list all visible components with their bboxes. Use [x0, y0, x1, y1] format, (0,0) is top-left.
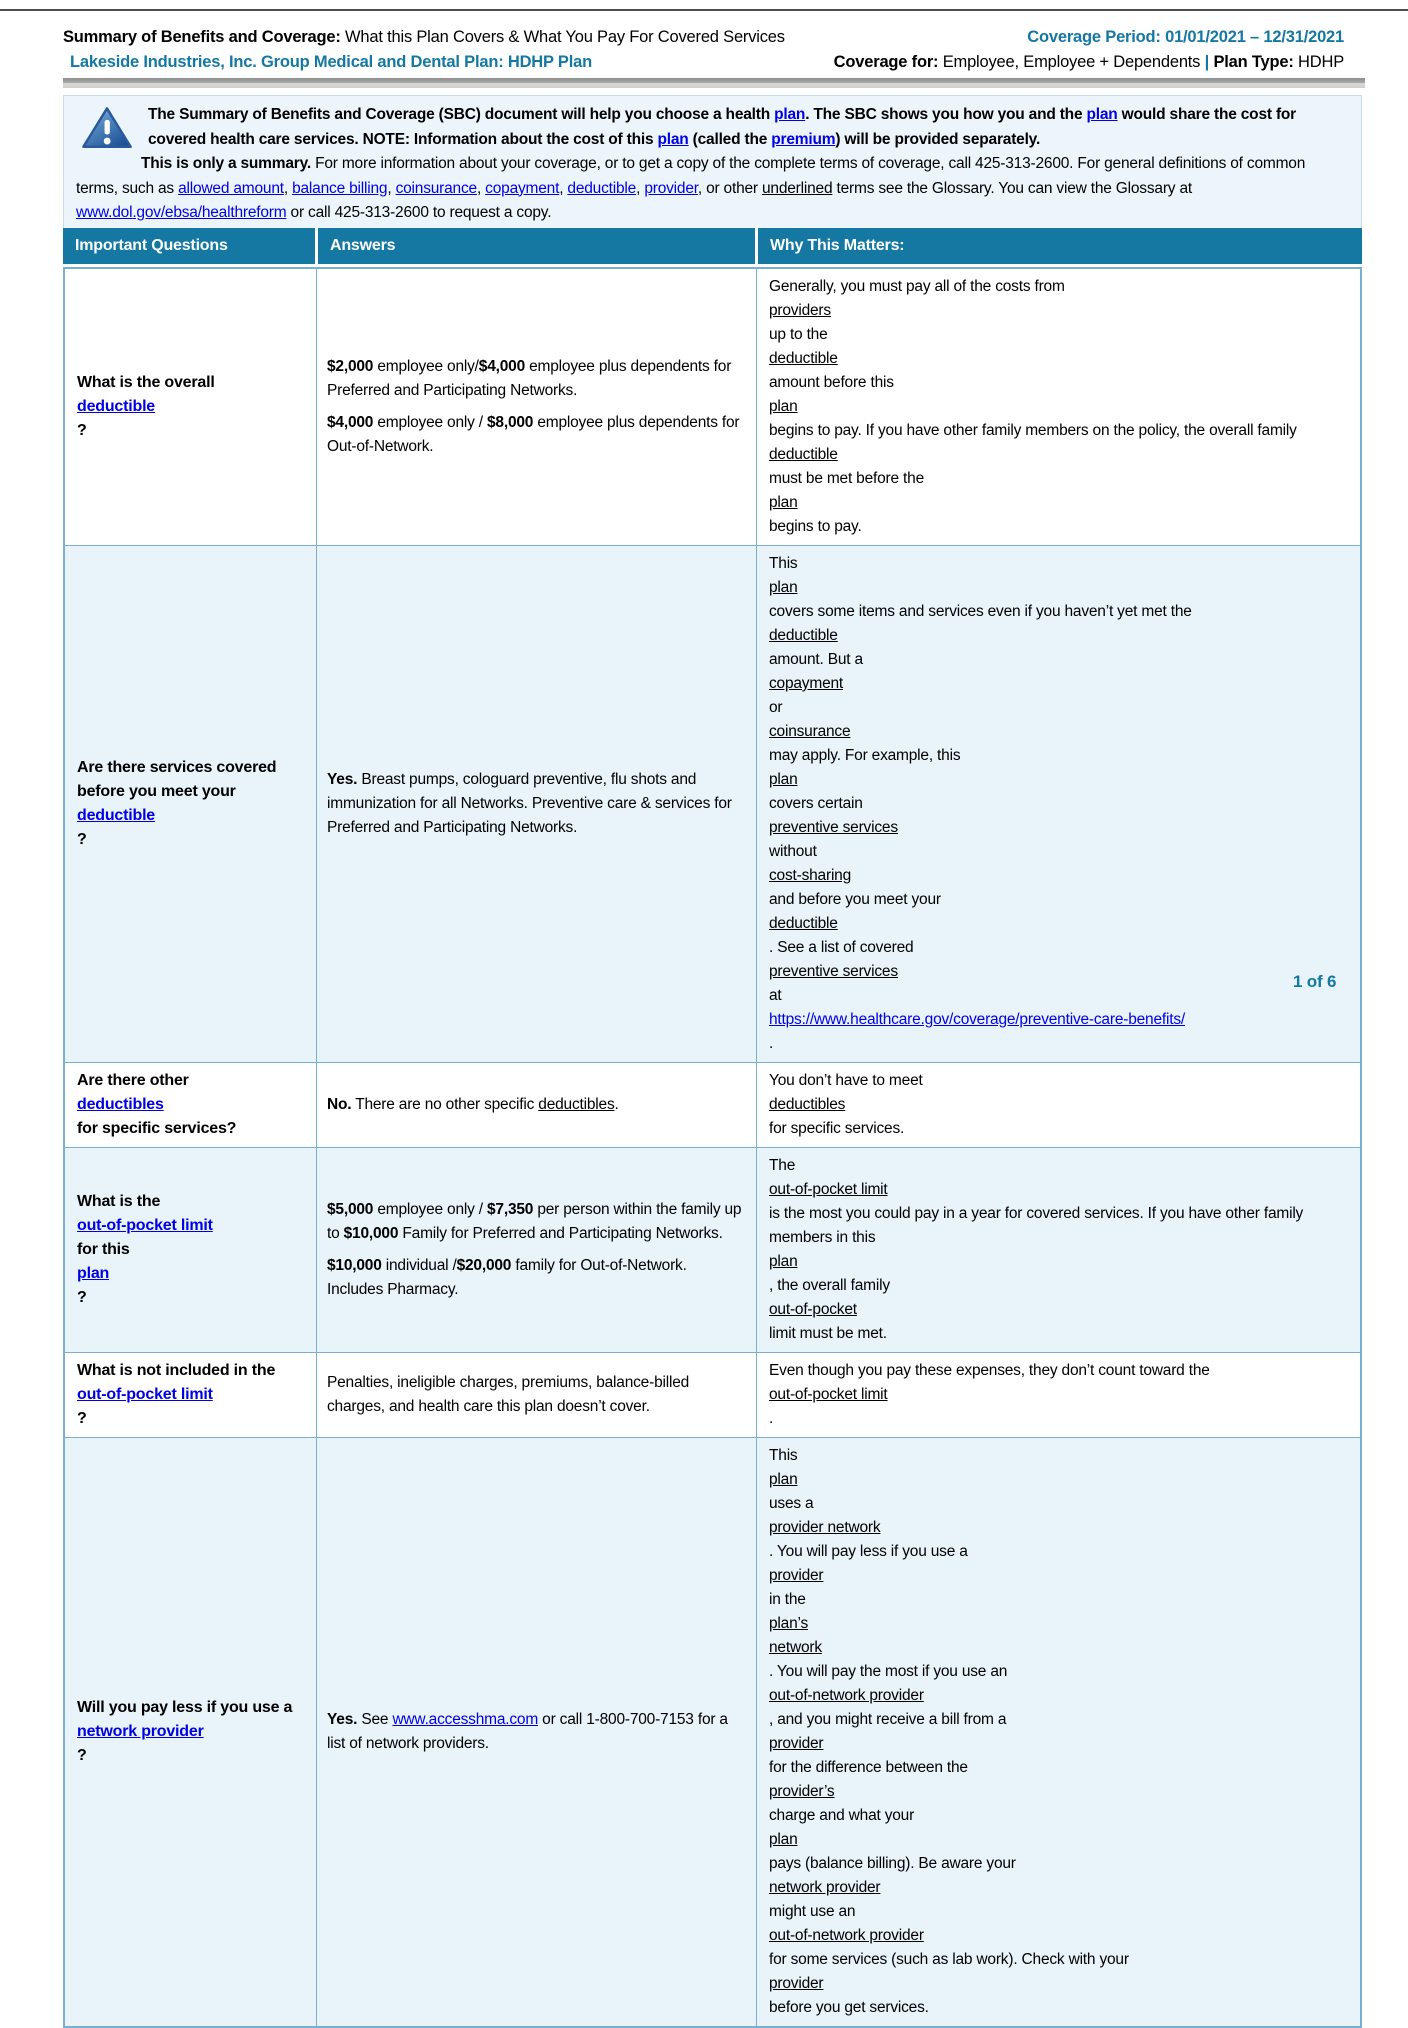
text-segment: per person within the family up to [327, 1201, 742, 1242]
inline-link[interactable]: deductible [77, 807, 156, 824]
answer-paragraph [327, 1093, 746, 1117]
page-number: 1 of 6 [1293, 972, 1337, 991]
text-segment: Plan Type: [1213, 53, 1299, 71]
table-row-not-included-in-limit [65, 1352, 1360, 1437]
text-segment: | [1204, 53, 1214, 71]
inline-link[interactable]: network provider [77, 1723, 204, 1740]
why-matters-cell [757, 546, 1360, 1062]
text-segment: deductible [769, 446, 838, 463]
text-segment: $20,000 [456, 1257, 512, 1274]
text-segment: ? [77, 1410, 87, 1427]
inline-link[interactable]: deductibles [77, 1096, 164, 1113]
text-segment: underlined [762, 179, 833, 197]
question-cell [65, 1353, 317, 1437]
text-segment: provider [769, 1735, 824, 1752]
text-segment: copayment [769, 675, 844, 692]
answer-paragraph [327, 355, 746, 403]
text-segment: family for Out-of-Network. Includes Pharmacy. [327, 1257, 687, 1298]
text-segment: Breast pumps, cologuard preventive, flu shots and immunization for all Networks. Preventive care & services for Preferred and Participating Networks. [327, 771, 732, 836]
inline-link[interactable]: copayment [485, 179, 560, 197]
text-segment: What is the [77, 1193, 161, 1210]
text-segment: individual / [381, 1257, 457, 1274]
answer-cell [317, 269, 757, 545]
answer-paragraph [327, 1708, 746, 1756]
text-segment: The Summary of Benefits and Coverage (SBC) document will help you choose a health [148, 106, 775, 123]
table-row-out-of-pocket-limit [65, 1147, 1360, 1352]
text-segment: Penalties, ineligible charges, premiums, balance-billed charges, and health care this plan doesn’t cover. [327, 1374, 690, 1415]
text-segment: Are there other [77, 1072, 189, 1089]
text-segment: Generally, you must pay all of the costs from [769, 278, 1065, 295]
coverage-period: Coverage Period: 01/01/2021 – 12/31/2021 [1027, 28, 1344, 46]
text-segment: without [769, 843, 817, 860]
text-segment: provider network [769, 1519, 881, 1536]
text-segment: might use an [769, 1903, 856, 1920]
text-segment: preventive services [769, 963, 898, 980]
inline-link[interactable]: www.dol.gov/ebsa/healthreform [76, 204, 287, 221]
text-segment: , and you might receive a bill from a [769, 1711, 1007, 1728]
text-segment: ? [77, 422, 87, 439]
inline-link[interactable]: provider [644, 179, 698, 197]
text-segment: amount. But a [769, 651, 863, 668]
text-segment: $7,350 [487, 1201, 534, 1218]
text-segment: plan [769, 1831, 798, 1848]
coverage-for [834, 50, 1362, 75]
text-segment: , [636, 179, 645, 197]
inline-link[interactable]: out-of-pocket limit [77, 1386, 213, 1403]
text-segment: Family for Preferred and Participating Networks. [398, 1225, 723, 1242]
text-segment: $8,000 [487, 414, 534, 431]
text-segment: covers certain [769, 795, 863, 812]
text-segment: terms see the Glossary. You can view the Glossary at [832, 179, 1192, 197]
text-segment: HDHP [1298, 53, 1344, 71]
text-segment: . [769, 1410, 774, 1427]
text-segment: providers [769, 302, 831, 319]
inline-link[interactable]: coinsurance [395, 179, 477, 197]
text-segment: begins to pay. If you have other family members on the policy, the overall family [769, 422, 1297, 439]
text-segment: What is not included in the [77, 1362, 276, 1379]
text-segment: employee plus dependents for Preferred and Participating Networks. [327, 358, 732, 399]
text-segment: plan [769, 398, 798, 415]
inline-link[interactable]: deductible [77, 398, 156, 415]
text-segment: at [769, 987, 782, 1004]
document-title-rest: What this Plan Covers & What You Pay For Covered Services [340, 28, 785, 46]
text-segment: There are no other specific [351, 1096, 539, 1113]
document-header [63, 25, 1362, 75]
text-segment: plan [769, 1471, 798, 1488]
header-row-1 [63, 25, 1362, 50]
inline-link[interactable]: deductible [567, 179, 637, 197]
text-segment: provider [769, 1567, 824, 1584]
text-segment: employee only / [373, 414, 487, 431]
text-segment: before you get services. [769, 1999, 929, 2016]
text-segment: for specific services? [77, 1120, 237, 1137]
document-title-bold: Summary of Benefits and Coverage: [63, 28, 341, 46]
text-segment: amount before this [769, 374, 894, 391]
text-segment: out-of-network provider [769, 1687, 924, 1704]
question-cell [65, 1063, 317, 1147]
text-segment: charge and what your [769, 1807, 915, 1824]
text-segment: This [769, 555, 798, 572]
text-segment: $10,000 [327, 1257, 382, 1274]
text-segment: (called the [688, 130, 772, 148]
text-segment: . You will pay the most if you use an [769, 1663, 1008, 1680]
text-segment: . The SBC shows you how you and the [805, 106, 1087, 123]
text-segment: preventive services [769, 819, 898, 836]
text-segment: up to the [769, 326, 828, 343]
text-segment: Coverage for: [833, 53, 943, 71]
text-segment: . [614, 1096, 619, 1113]
text-segment: coinsurance [769, 723, 851, 740]
inline-link[interactable]: premium [771, 130, 836, 148]
inline-link[interactable]: plan [1086, 106, 1118, 123]
text-segment: $10,000 [343, 1225, 399, 1242]
text-segment: ? [77, 831, 87, 848]
text-segment: Yes. [327, 1711, 358, 1728]
document-title [63, 25, 785, 50]
text-segment: out-of-pocket [769, 1301, 857, 1318]
text-segment: cost-sharing [769, 867, 852, 884]
table-body [63, 267, 1362, 2028]
text-segment: plan [769, 771, 798, 788]
answer-cell [317, 546, 757, 1062]
inline-link[interactable]: www.accesshma.com [392, 1711, 539, 1728]
text-segment: would share the cost for covered health care services. NOTE: Information about the cost of this [148, 106, 1297, 148]
text-segment: uses a [769, 1495, 814, 1512]
inline-link[interactable]: https://www.healthcare.gov/coverage/preventive-care-benefits/ [769, 1011, 1185, 1028]
text-segment: for the difference between the [769, 1759, 968, 1776]
text-segment: You don’t have to meet [769, 1072, 923, 1089]
text-segment: Are there services covered before you meet your [77, 759, 277, 800]
text-segment: . You will pay less if you use a [769, 1543, 968, 1560]
text-segment: out-of-network provider [769, 1927, 924, 1944]
benefits-table [63, 228, 1362, 2028]
text-segment: , [559, 179, 568, 197]
text-segment: . [769, 1035, 774, 1052]
text-segment: See [357, 1711, 393, 1728]
inline-link[interactable]: balance billing [292, 179, 388, 197]
answer-paragraph [327, 411, 746, 459]
answer-paragraph [327, 1371, 746, 1419]
answer-cell [317, 1438, 757, 2026]
table-row-network-provider [65, 1437, 1360, 2026]
table-row-overall-deductible [65, 269, 1360, 545]
text-segment: The [769, 1157, 796, 1174]
why-matters-cell [757, 1438, 1360, 2026]
text-segment: may apply. For example, this [769, 747, 961, 764]
answer-cell [317, 1148, 757, 1352]
why-matters-cell [757, 1148, 1360, 1352]
text-segment: What is the overall [77, 374, 215, 391]
intro-paragraph-1 [76, 103, 1347, 152]
inline-link[interactable]: plan [657, 130, 689, 148]
text-segment: in the [769, 1591, 806, 1608]
text-segment: Yes. [327, 771, 358, 788]
text-segment: , or other [697, 179, 762, 197]
text-segment: must be met before the [769, 470, 924, 487]
text-segment: employee only / [373, 1201, 487, 1218]
why-matters-cell [757, 1063, 1360, 1147]
answer-paragraph [327, 1254, 746, 1302]
text-segment: , [476, 179, 486, 197]
intro-box [63, 95, 1362, 235]
header-divider-bar [63, 78, 1365, 88]
text-segment: This [769, 1447, 798, 1464]
text-segment: out-of-pocket limit [769, 1386, 888, 1403]
text-segment: pays (balance billing). Be aware your [769, 1855, 1016, 1872]
text-segment: $5,000 [327, 1201, 374, 1218]
text-segment: Even though you pay these expenses, they don’t count toward the [769, 1362, 1210, 1379]
text-segment: $4,000 [327, 414, 374, 431]
warning-triangle-icon [78, 106, 136, 150]
answer-cell [317, 1063, 757, 1147]
text-segment: out-of-pocket limit [769, 1181, 888, 1198]
table-header-row [63, 228, 1362, 264]
text-segment: Employee, Employee + Dependents [942, 53, 1205, 71]
question-cell [65, 1148, 317, 1352]
text-segment: network provider [769, 1879, 881, 1896]
text-segment: plan’s [769, 1615, 809, 1632]
text-segment: for this [77, 1241, 130, 1258]
text-segment: deductible [769, 350, 838, 367]
inline-link[interactable]: plan [774, 106, 806, 123]
text-segment: No. [327, 1096, 352, 1113]
text-segment: provider [769, 1975, 824, 1992]
top-divider [0, 9, 1408, 11]
text-segment: network [769, 1639, 822, 1656]
text-segment: ) will be provided separately. [835, 130, 1041, 148]
question-cell [65, 1438, 317, 2026]
text-segment: provider’s [769, 1783, 835, 1800]
text-segment: For more information about your coverage, or to get a copy of the complete terms of coverage, call 425-313-2600. For general definitions of common terms, such as [76, 155, 1306, 197]
plan-name: Lakeside Industries, Inc. Group Medical and Dental Plan: HDHP Plan [70, 53, 592, 71]
table-row-services-before-deductible [65, 545, 1360, 1062]
text-segment: limit must be met. [769, 1325, 887, 1342]
column-header-answers: Answers [315, 228, 755, 264]
text-segment: deductibles [769, 1096, 846, 1113]
text-segment: This is only a summary. [141, 155, 311, 172]
why-matters-cell [757, 1353, 1360, 1437]
text-segment: $2,000 [327, 358, 374, 375]
text-segment: or call 1-800-700-7153 for a list of network providers. [327, 1711, 728, 1752]
text-segment: , [283, 179, 293, 197]
text-segment: ? [77, 1289, 87, 1306]
text-segment: plan [769, 579, 798, 596]
inline-link[interactable]: out-of-pocket limit [77, 1217, 213, 1234]
text-segment: or [769, 699, 783, 716]
text-segment: employee plus dependents for Out-of-Network. [327, 414, 740, 455]
text-segment: . See a list of covered [769, 939, 914, 956]
answer-paragraph [327, 1198, 746, 1246]
answer-cell [317, 1353, 757, 1437]
header-row-2 [63, 50, 1362, 75]
answer-paragraph [327, 768, 746, 840]
text-segment: begins to pay. [769, 518, 862, 535]
text-segment: plan [769, 494, 798, 511]
text-segment: Will you pay less if you use a [77, 1699, 293, 1716]
text-segment: deductibles [538, 1096, 615, 1113]
text-segment: employee only/ [373, 358, 479, 375]
inline-link[interactable]: plan [77, 1265, 110, 1282]
text-segment: for some services (such as lab work). Check with your [769, 1951, 1129, 1968]
text-segment: deductible [769, 627, 838, 644]
table-row-other-deductibles [65, 1062, 1360, 1147]
text-segment: and before you meet your [769, 891, 941, 908]
inline-link[interactable]: allowed amount [178, 179, 284, 197]
question-cell [65, 269, 317, 545]
text-segment: plan [769, 1253, 798, 1270]
text-segment: , [387, 179, 396, 197]
text-segment: ? [77, 1747, 87, 1764]
question-cell [65, 546, 317, 1062]
text-segment: for specific services. [769, 1120, 905, 1137]
intro-paragraph-2 [76, 152, 1347, 226]
text-segment: covers some items and services even if you haven’t yet met the [769, 603, 1192, 620]
text-segment: or call 425-313-2600 to request a copy. [286, 204, 552, 221]
text-segment: , the overall family [769, 1277, 890, 1294]
why-matters-cell [757, 269, 1360, 545]
column-header-important-questions: Important Questions [63, 228, 315, 264]
column-header-why-this-matters: Why This Matters: [755, 228, 1362, 264]
text-segment: deductible [769, 915, 838, 932]
text-segment: is the most you could pay in a year for covered services. If you have other family members in this [769, 1205, 1304, 1246]
text-segment: $4,000 [478, 358, 525, 375]
